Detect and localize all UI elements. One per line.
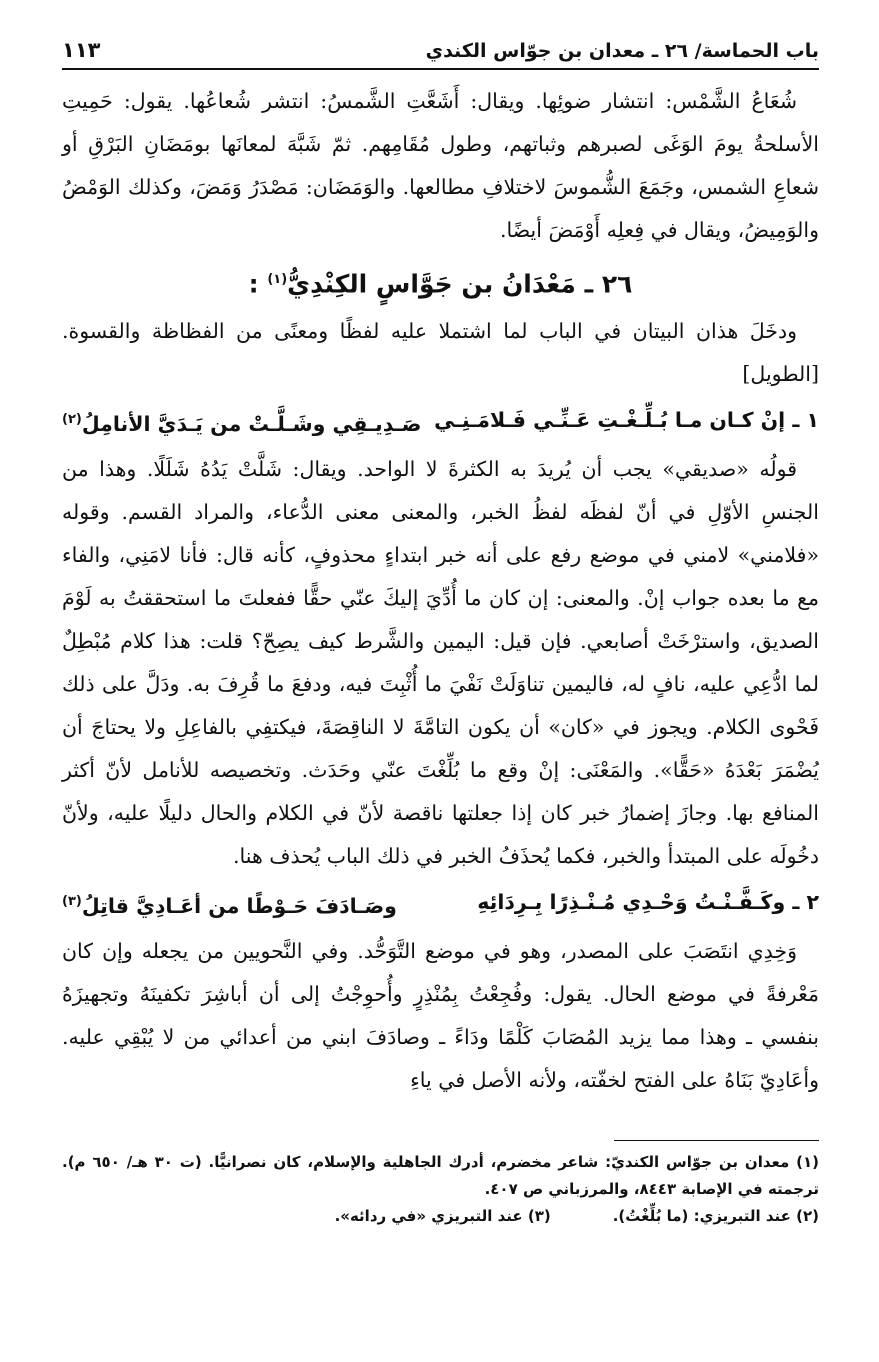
intro-commentary: شُعَاعُ الشَّمْس: انتشار ضوئِها. ويقال: أَشَعَّتِ الشَّمسُ: انتشر شُعاعُها. يقول: حَمِيتِ الأسلحةُ يومَ الوَغَى لصبرهم وثباتهم، وطول مُقَامِهم. ثمّ شَبَّهَ لمعانَها بومَضَانِ البَرْقِ أو شعاعِ الشمس، وجَمَعَ الشُّموسَ لاختلافِ مطالعها. والوَمَضَان: مَصْدَرُ وَمَضَ، وكذلك الوَمْضُ والوَمِيضُ، ويقال في فِعلِه أَوْمَضَ أيضًا. [62, 89, 819, 242]
verse-1-footnote-marker: (٢) [62, 412, 82, 428]
running-header [62, 38, 819, 70]
footnotes [62, 1149, 819, 1230]
verse-1 [62, 398, 819, 446]
page-number: ١١٣ [62, 38, 101, 62]
section-intro: ودخَلَ هذان البيتان في الباب لما اشتملا عليه لفظًا ومعنًى من الفظاظة والقسوة. [الطويل] [62, 319, 819, 387]
verse-2-first-text: ٢ ـ وكَـفَّـنْـتُ وَحْـدِي مُـنْـذِرًا بِـرِدَائِهِ [477, 890, 819, 915]
verse-1-first-text: ١ ـ إنْ كـان مـا بُـلِّـغْـتِ عَـنِّـي فَـلامَـنِـي [434, 408, 819, 433]
verse-2-second-text: وصَـادَفَ حَـوْطًا من أعَـادِيَّ قاتِلُ [81, 893, 397, 918]
footnote-row [62, 1203, 819, 1230]
verse-1-commentary: قولُه «صديقي» يجب أن يُريدَ به الكثرةَ لا الواحد. ويقال: شَلَّتْ يَدُهُ شَلَلًا. وهذا من الجنسِ الأوّلِ في أنّ لفظَه لفظُ الخبر، والمعنى معنى الدُّعاء، والمراد القسم. وقوله «فلامني» لامني في موضع رفع على أنه خبر ابتداءٍ محذوفٍ، كأنه قال: فأنا لامَنِي، والفاء مع ما بعده جواب إنْ. والمعنى: إن كان ما أُدِّيَ إليكَ عنّي حقًّا ففعلتَ ما استحققتُ به لَوْمَ الصديق، واسترْخَتْ أصابعي. فإن قيل: اليمين والشَّرط كيف يصِحّ؟ قلت: هذا كلام مُبْطِلٌ لما ادُّعِي عليه، نافٍ له، فاليمين تناوَلَتْ نَفْيَ ما أُثْبِتَ فيه، ودفعَ ما قُرِفَ به. ودَلَّ على ذلك فَحْوى الكلام. ويجوز في «كان» أن يكون التامَّةَ لا الناقِصَةَ، فيكتفِي بالفاعِلِ ولا يحتاجَ أن يُضْمَرَ بَعْدَهُ «حَقًّا». والمَعْنَى: إنْ وقع ما بُلِّغْتَ عنّي وحَدَث. وتخصيصه للأنامل لأنّ أكثر المنافع بها. وجازَ إضمارُ خبر كان إذا جعلتها ناقصة لأنّ في الكلام والحال دليلًا عليه، ولأنّ دخُولَه على المبتدأ والخبر، فكما يُحذَفُ الخبر في ذلك الباب يُحذف هنا. [62, 457, 819, 869]
section-title-colon: : [248, 269, 259, 299]
section-title-text: ٢٦ ـ مَعْدَانُ بن جَوَّاسٍ الكِنْدِيُّ [287, 269, 633, 299]
chapter-title: باب الحماسة/ ٢٦ ـ معدان بن جوّاس الكندي [425, 40, 819, 62]
footnote-1: (١) معدان بن جوّاس الكنديّ: شاعر مخضرم، أدرك الجاهلية والإسلام، كان نصرانيًّا. (ت ٣٠ هـ/ ٦٥٠ م). ترجمته في الإصابة ٨٤٤٣، والمرزباني ص ٤٠٧. [62, 1152, 819, 1198]
verse-1-second-hemistich [62, 398, 421, 446]
footnote-divider [614, 1140, 819, 1141]
footnote-2: (٢) عند التبريزي: (ما بُلِّغْتُ). [612, 1206, 819, 1225]
book-page [62, 38, 819, 1230]
verse-2-second-hemistich [62, 880, 397, 928]
verse-1-second-text: صَـدِيـقِي وشَـلَّـتْ من يَـدَيَّ الأنامِلُ [81, 412, 422, 437]
verse-2 [62, 880, 819, 928]
verse-2-footnote-marker: (٣) [62, 894, 82, 910]
section-footnote-marker: (١) [267, 272, 288, 287]
section-heading [62, 256, 819, 308]
verse-2-commentary: وَخِدِي انتَصَبَ على المصدر، وهو في موضع التَّوَحُّد. وفي النَّحويين من يجعله وإن كان مَعْرفةً في موضع الحال. يقول: وفُجِعْتُ بِمُنْذِرٍ وأُحوِجْتُ إلى أن أباشِرَ تكفينَهُ وتجهيزَهُ بنفسي ـ وهذا مما يزيد المُصَابَ كَلْمًا ودَاءً ـ وصادَفَ ابني من أعدائي من لا يُبْقِي عليه. وأعَادِيّ بَنَاهُ على الفتح لخفّته، ولأنه الأصل في ياءِ [62, 938, 819, 1092]
footnote-3: (٣) عند التبريزي «في ردائه». [334, 1206, 551, 1225]
verse-2-first-hemistich [477, 880, 819, 928]
verse-1-first-hemistich [434, 398, 819, 446]
